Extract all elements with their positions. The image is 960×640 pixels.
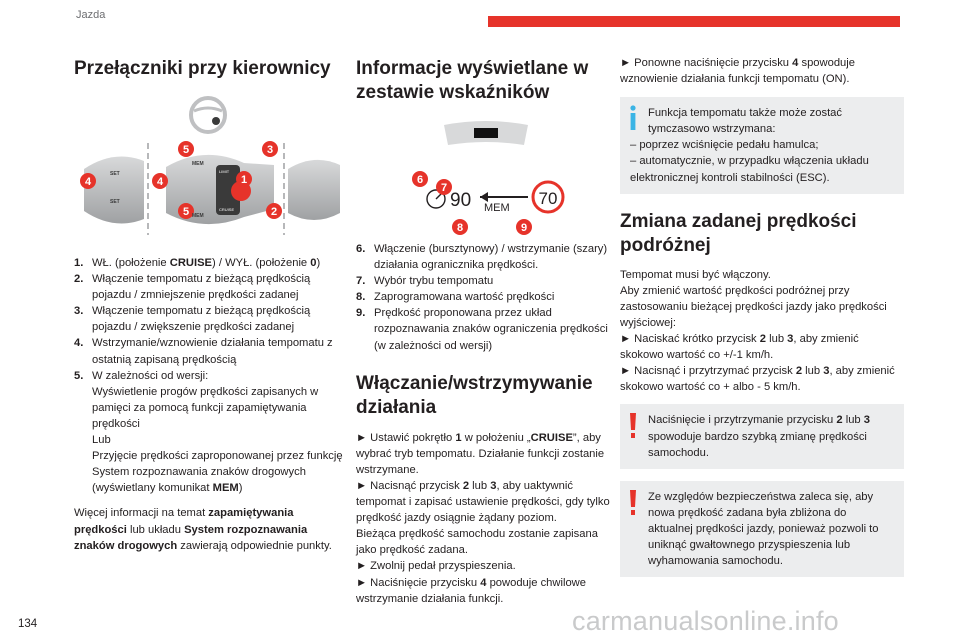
steering-switches-figure	[74, 95, 344, 245]
list-item: 5. W zależności od wersji: Wyświetlenie progów prędkości zapisanych w pamięci za pomocą funkcji zapamiętywania prędkości Lub Przyjęcie prędkości zaproponowanej przez funkcję System rozpoznawania znaków drogowych (wyświetlany komunikat MEM)	[74, 369, 343, 495]
stalk-label-mem-bottom: MEM	[192, 213, 204, 219]
callout-5-bottom-label: 5	[182, 206, 190, 218]
display-mem: MEM	[484, 202, 510, 214]
list-item: 6. Włączenie (bursztynowy) / wstrzymanie (szary) działania ogranicznika prędkości.	[356, 243, 608, 272]
cluster-display	[356, 117, 616, 237]
list-item: 7. Wybór trybu tempomatu	[356, 275, 494, 288]
cluster-items-list	[356, 241, 620, 354]
stalk-label-set-bottom: SET	[110, 199, 120, 205]
warning-icon	[629, 413, 637, 439]
page-header	[0, 0, 960, 40]
list-item: 4. Wstrzymanie/wznowienie działania tempomatu z ostatnią zapisaną prędkością	[74, 337, 333, 366]
steering-wheel-icon	[188, 95, 228, 135]
list-item: 9. Prędkość proponowana przez układ rozpoznawania znaków ograniczenia prędkości (w zależności od wersji)	[356, 307, 608, 352]
info-note: Funkcja tempomatu także może zostać tymczasowo wstrzymana: – poprzez wciśnięcie pedału hamulca; – automatycznie, w przypadku włączenia układu elektronicznej kontroli stabilności (ESC).	[620, 97, 904, 193]
stalk-illustration	[74, 139, 344, 239]
activation-text: ► Ustawić pokrętło 1 w położeniu „CRUISE”, aby wybrać tryb tempomatu. Działanie funkcji zostanie wstrzymane. ► Nacisnąć przycisk 2 lub 3, aby uaktywnić tempomat i zapisać ustawienie prędkości, gdy tylko prędkość jazdy osiągnie żądany poziom. Bieżąca prędkość samochodu zostanie zapisana jako prędkość zadana. ► Zwolnij pedał przyspieszenia. ► Naciśnięcie przycisku 4 powoduje chwilowe wstrzymanie działania funkcji.	[356, 431, 610, 605]
page-number: 134	[18, 618, 38, 630]
stalk-label-cruise: CRUISE	[219, 207, 235, 212]
heading-activation: Włączanie/wstrzymywanie działania	[356, 372, 593, 418]
callout-6-label: 6	[416, 174, 424, 186]
watermark: carmanualsonline.info	[572, 606, 839, 636]
speed-limit-value: 70	[538, 189, 558, 208]
callout-4-left-label: 4	[84, 176, 92, 188]
warning-icon	[629, 490, 637, 516]
list-item: 2. Włączenie tempomatu z bieżącą prędkością pojazdu / zmniejszenie prędkości zadanej	[74, 273, 311, 302]
info-icon	[628, 105, 638, 131]
column-3	[620, 52, 904, 577]
warning-note-2: Ze względów bezpieczeństwa zaleca się, aby nowa prędkość zadana była zbliżona do aktualnej prędkości jazdy, ponieważ pozwoli to uniknąć gwałtownego przyspieszenia lub wyhamowania samochodu.	[620, 481, 904, 577]
resume-paragraph: ► Ponowne naciśnięcie przycisku 4 spowoduje wznowienie działania funkcji tempomatu (ON).	[620, 57, 855, 86]
stalk-label-set-top: SET	[110, 171, 120, 177]
callout-2-label: 2	[270, 206, 278, 218]
callout-5-top-label: 5	[182, 144, 190, 156]
section-label: Jazda	[76, 9, 106, 21]
callout-3-label: 3	[266, 144, 274, 156]
list-item: 8. Zaprogramowana wartość prędkości	[356, 291, 555, 304]
more-info-paragraph: Więcej informacji na temat zapamiętywania prędkości lub układu System rozpoznawania znaków drogowych zawierają odpowiednie punkty.	[74, 507, 332, 552]
list-item: 1. WŁ. (położenie CRUISE) / WYŁ. (położenie 0)	[74, 257, 321, 269]
heading-cluster-info: Informacje wyświetlane w zestawie wskaźników	[356, 58, 589, 103]
heading-steering-switches: Przełączniki przy kierownicy	[74, 58, 331, 79]
callout-7-label: 7	[440, 182, 448, 194]
header-accent-bar	[488, 16, 900, 27]
column-1	[74, 52, 344, 554]
stalk-items-list	[74, 255, 344, 496]
warning-note-1: Naciśnięcie i przytrzymanie przycisku 2 lub 3 spowoduje bardzo szybką zmianę prędkości samochodu.	[620, 404, 904, 468]
callout-8-label: 8	[456, 222, 464, 234]
change-speed-text: Tempomat musi być włączony. Aby zmienić wartość prędkości podróżnej przy zastosowaniu bieżącej prędkości jazdy jako prędkości wyjściowej: ► Naciskać krótko przycisk 2 lub 3, aby zmienić skokowo wartość co +/-1 km/h. ► Nacisnąć i przytrzymać przycisk 2 lub 3, aby zmienić skokowo wartość co + albo - 5 km/h.	[620, 268, 895, 394]
cluster-display-figure	[356, 117, 616, 237]
callout-9-label: 9	[520, 222, 528, 234]
callout-1-label: 1	[240, 174, 248, 186]
display-speed: 90	[450, 190, 472, 211]
list-item: 3. Włączenie tempomatu z bieżącą prędkością pojazdu / zwiększenie prędkości zadanej	[74, 305, 311, 334]
column-2	[356, 52, 620, 607]
callout-4-right-label: 4	[156, 176, 164, 188]
stalk-label-limit: LIMIT	[219, 169, 230, 174]
stalk-label-mem-top: MEM	[192, 161, 204, 167]
heading-change-speed: Zmiana zadanej prędkości podróżnej	[620, 210, 857, 256]
